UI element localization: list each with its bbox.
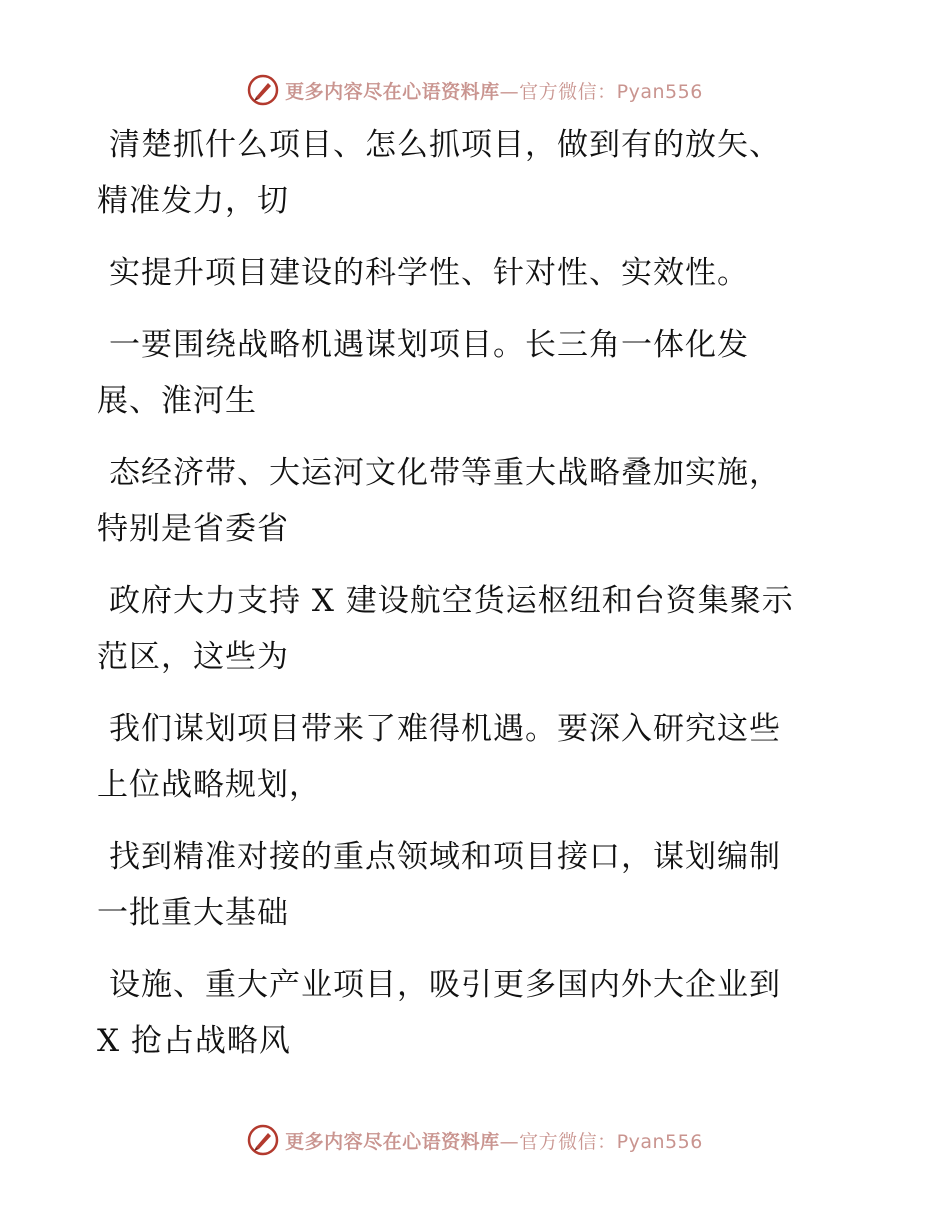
watermark-contact: 官方微信：Pyan556: [519, 80, 703, 103]
text-line: 政府大力支持 X 建设航空货运枢纽和台资集聚示: [109, 583, 794, 619]
text-line: 一批重大基础: [97, 895, 289, 931]
watermark-contact: 官方微信：Pyan556: [519, 1130, 703, 1153]
watermark-brand: 更多内容尽在心语资料库: [285, 1130, 500, 1153]
text-line: 展、淮河生: [97, 383, 257, 419]
text-line: 一要围绕战略机遇谋划项目。长三角一体化发: [109, 327, 749, 363]
text-line: 设施、重大产业项目，吸引更多国内外大企业到: [109, 967, 781, 1003]
watermark-separator: —: [499, 1130, 520, 1153]
watermark-text: [285, 1127, 703, 1154]
header-watermark: [0, 70, 950, 110]
pen-seal-icon: [247, 1124, 279, 1156]
footer-watermark: [0, 1120, 950, 1160]
text-line: 态经济带、大运河文化带等重大战略叠加实施，: [109, 455, 781, 491]
text-line: 找到精准对接的重点领域和项目接口，谋划编制: [109, 839, 781, 875]
text-line: 清楚抓什么项目、怎么抓项目，做到有的放矢、: [109, 127, 781, 163]
text-line: 特别是省委省: [97, 511, 289, 547]
watermark-separator: —: [499, 80, 520, 103]
text-line: 上位战略规划，: [97, 767, 321, 803]
watermark-text: [285, 77, 703, 104]
text-line: 实提升项目建设的科学性、针对性、实效性。: [109, 255, 749, 291]
text-line: 我们谋划项目带来了难得机遇。要深入研究这些: [109, 711, 781, 747]
document-body: [97, 128, 857, 1058]
text-line: 范区，这些为: [97, 639, 289, 675]
watermark-brand: 更多内容尽在心语资料库: [285, 80, 500, 103]
pen-seal-icon: [247, 74, 279, 106]
text-line: 精准发力，切: [97, 183, 289, 219]
text-line: X 抢占战略风: [97, 1023, 291, 1059]
